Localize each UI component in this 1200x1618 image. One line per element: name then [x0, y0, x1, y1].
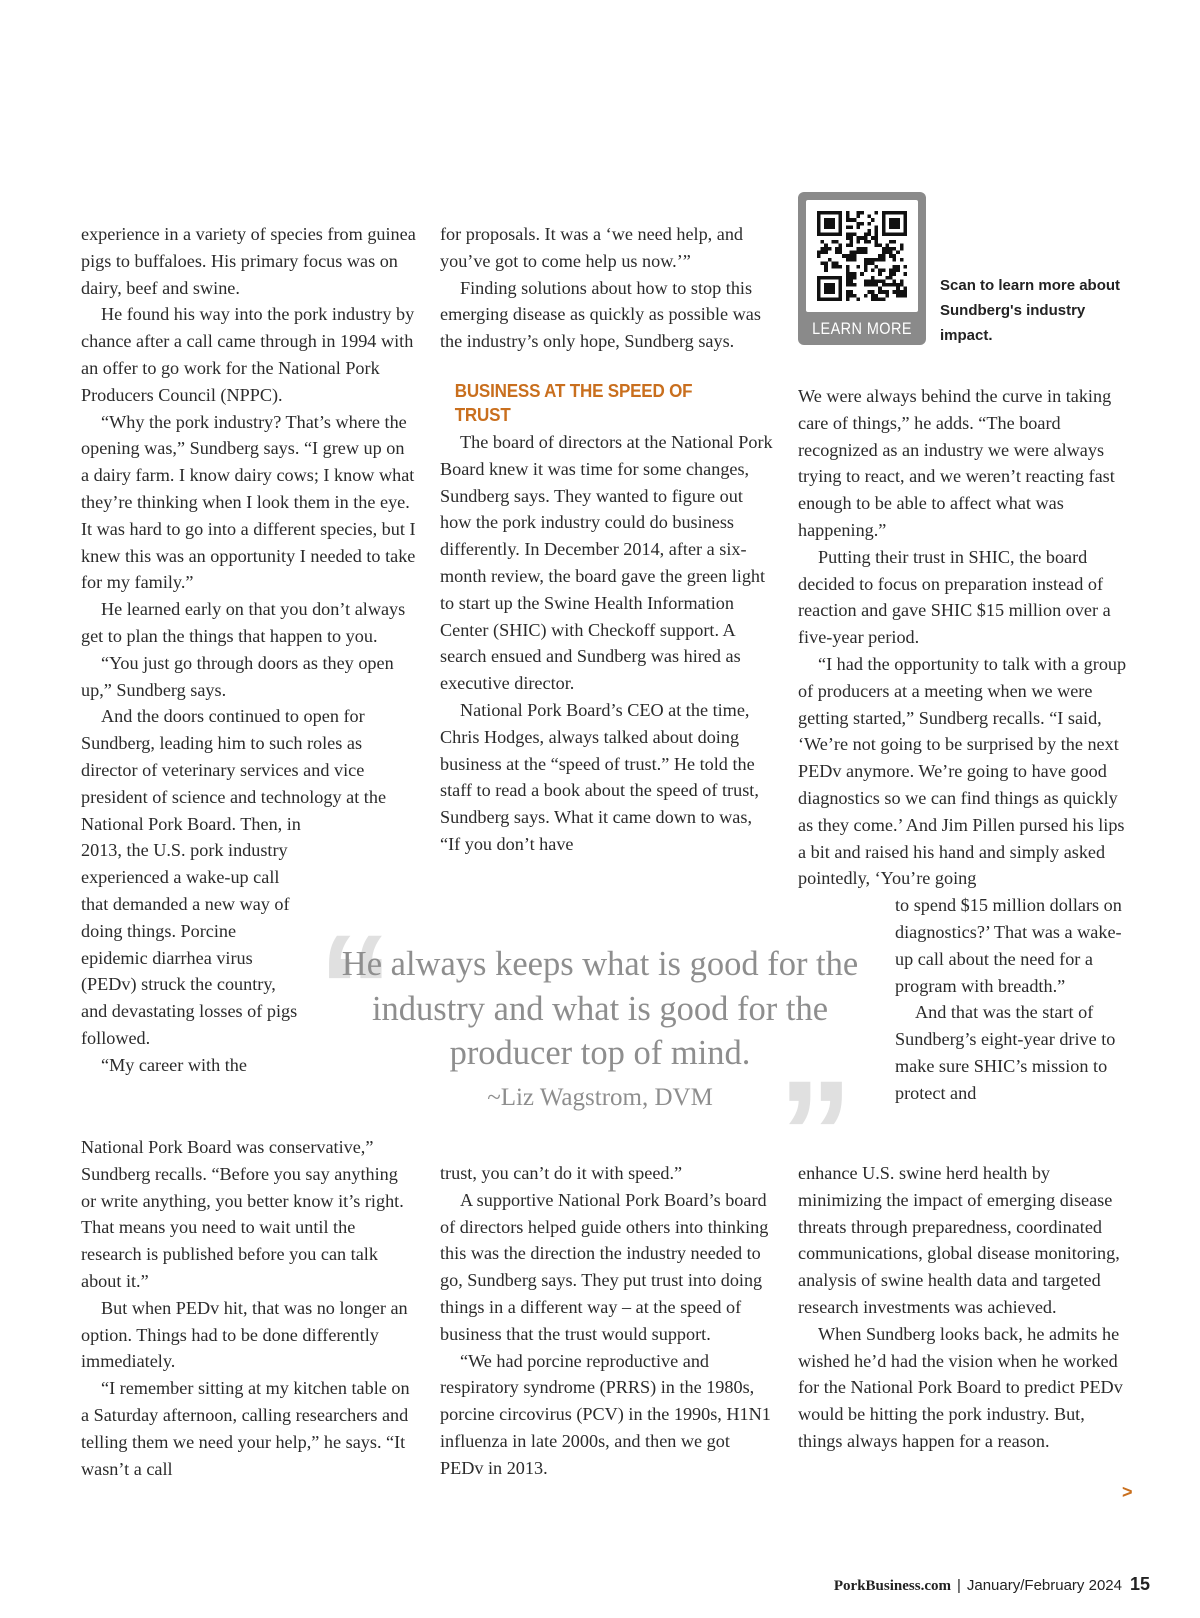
paragraph-narrow: “My career with the [101, 1054, 247, 1075]
paragraph: “You just go through doors as they open up,” Sundberg says. [81, 652, 394, 700]
paragraph-wrapped: And that was the start of Sundberg’s eight-year drive to make sure SHIC’s mission to protect and [895, 1002, 1116, 1103]
paragraph: for proposals. It was a ‘we need help, and you’ve got to come help us now.’” [440, 224, 744, 271]
paragraph: He found his way into the pork industry by chance after a call came through in 1994 with an offer to go work for the National Pork Producers Council (NPPC). [81, 304, 415, 405]
footer-separator: | [956, 1577, 961, 1594]
paragraph: experience in a variety of species from guinea pigs to buffaloes. His primary focus was on dairy, beef and swine. [81, 224, 416, 298]
page-number: 15 [1129, 1574, 1150, 1594]
paragraph: “We had porcine reproductive and respiratory syndrome (PRRS) in the 1980s, porcine circovirus (PCV) in the 1990s, H1N1 influenza in late 2000s, and then we got PEDv in 2013. [440, 1350, 771, 1478]
article-column-2-lower [440, 1160, 775, 1482]
pull-quote-text: He always keeps what is good for the industry and what is good for the producer top of mind. [341, 945, 859, 1072]
paragraph: He learned early on that you don’t always get to plan the things that happen to you. [81, 599, 406, 646]
paragraph: Putting their trust in SHIC, the board decided to focus on preparation instead of reaction and gave SHIC $15 million over a five-year period. [798, 546, 1111, 648]
pull-quote [330, 942, 870, 1116]
paragraph: “Why the pork industry? That’s where the opening was,” Sundberg says. “I grew up on a dairy farm. I know dairy cows; I know what they’re thinking when I look them in the eye. It was hard to go into a different species, but I knew this was an opportunity I needed to take for my family.” [81, 411, 416, 593]
paragraph: A supportive National Pork Board’s board of directors helped guide others into thinking this was the direction the industry needed to go, Sundberg says. They put trust into doing things in a different way – at the speed of business that the trust would support. [440, 1189, 769, 1344]
paragraph: We were always behind the curve in taking care of things,” he adds. “The board recognized as an industry we were always trying to react, and we weren’t reacting fast enough to be able to affect what was happening.” [798, 386, 1115, 540]
paragraph: “I remember sitting at my kitchen table on a Saturday afternoon, calling researchers and telling them we need your help,” he says. “It wasn’t a call [81, 1378, 410, 1479]
paragraph: National Pork Board was conservative,” Sundberg recalls. “Before you say anything or write anything, you better know it’s right. That means you need to wait until the research is published before you can talk about it.” [81, 1137, 404, 1291]
paragraph: The board of directors at the National Pork Board knew it was time for some changes, Sundberg says. They wanted to figure out how the pork industry could do business differently. In December 2014, after a six-month review, the board gave the green light to start up the Swine Health Information Center (SHIC) with Checkoff support. A search ensued and Sundberg was hired as executive director. [440, 431, 773, 694]
footer-issue: January/February 2024 [966, 1577, 1122, 1594]
article-column-2 [440, 221, 775, 858]
paragraph: And the doors continued to open for Sundberg, leading him to such roles as director of veterinary services and vice president of science and technology at the National Pork Board. Then, in [81, 706, 387, 834]
paragraph: National Pork Board’s CEO at the time, Chris Hodges, always talked about doing business at the “speed of trust.” He told the staff to read a book about the speed of trust, Sundberg says. What it came down to was, “If you don’t have [440, 699, 759, 854]
qr-code-graphic [817, 211, 907, 301]
paragraph: trust, you can’t do it with speed.” [440, 1163, 683, 1183]
paragraph: “I had the opportunity to talk with a group of producers at a meeting when we were getting started,” Sundberg recalls. “I said, ‘We’re not going to be surprised by the next PEDv anymore. We’re going to have good diagnostics so we can find things as quickly as they come.’ And Jim Pillen pursed his lips a bit and raised his hand and simply asked pointedly, ‘You’re going [798, 653, 1127, 889]
learn-more-label: LEARN MORE [812, 319, 912, 338]
section-subhead: BUSINESS AT THE SPEED OF TRUST [454, 379, 693, 425]
article-column-1-lower [81, 1134, 416, 1482]
paragraph: Finding solutions about how to stop this emerging disease as quickly as possible was the industry’s only hope, Sundberg says. [440, 277, 761, 352]
qr-code-card[interactable] [798, 192, 926, 345]
continue-arrow-icon: > [1122, 1482, 1133, 1502]
paragraph-narrow: 2013, the U.S. pork industry experienced a wake-up call that demanded a new way of doing things. Porcine epidemic diarrhea virus (PEDv) struck the country, and devastating losses of pigs followed. [81, 840, 298, 1048]
close-quote-mark: ” [778, 1049, 853, 1217]
footer-site[interactable]: PorkBusiness.com [833, 1578, 951, 1594]
qr-code-icon[interactable] [806, 200, 918, 312]
qr-caption: Scan to learn more about Sundberg's industry impact. [940, 277, 1121, 344]
paragraph-wrapped: to spend $15 million dollars on diagnostics?’ That was a wake-up call about the need for a program with breadth.” [895, 895, 1122, 996]
pull-quote-attribution: ~Liz Wagstrom, DVM [487, 1083, 713, 1111]
paragraph: But when PEDv hit, that was no longer an option. Things had to be done differently immediately. [81, 1297, 408, 1372]
paragraph: enhance U.S. swine herd health by minimizing the impact of emerging disease threats through preparedness, coordinated communications, global disease monitoring, analysis of swine health data and targeted research investments was achieved. [798, 1163, 1120, 1317]
open-quote-mark: “ [318, 903, 393, 1071]
page-footer [834, 1574, 1150, 1595]
paragraph: When Sundberg looks back, he admits he wished he’d had the vision when he worked for the National Pork Board to predict PEDv would be hitting the pork industry. But, things always happen for a reason. [798, 1323, 1123, 1451]
